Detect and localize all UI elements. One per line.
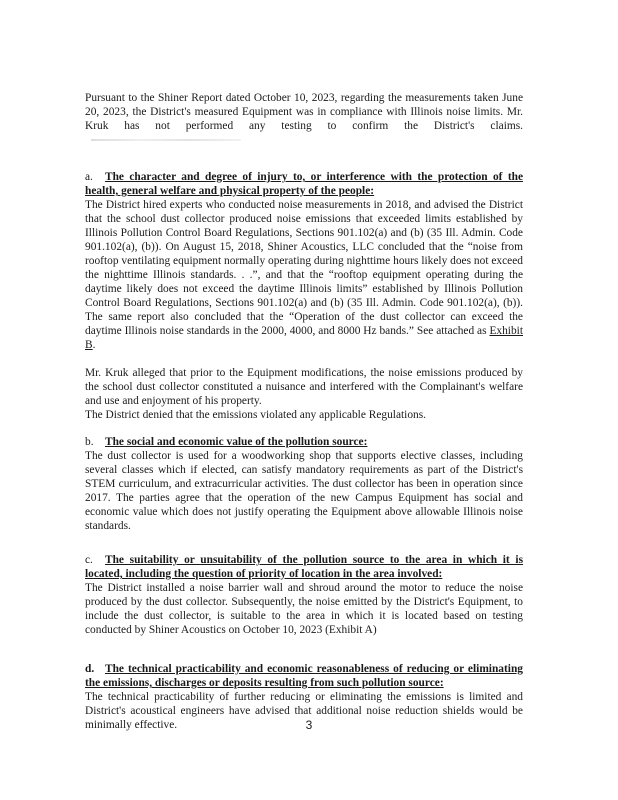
intro-paragraph: [85, 91, 523, 147]
section-a-heading: [85, 170, 523, 198]
intro-text: Pursuant to the Shiner Report dated October 10, 2023, regarding the measurements taken June 20, 2023, the District's measured Equipment was in compliance with Illinois noise limits. Mr. Kruk has not performed any testing to confirm the District's claims.: [85, 92, 523, 132]
section-c-heading: [85, 553, 523, 581]
section-c-body: The District installed a noise barrier wall and shroud around the motor to reduce the noise produced by the dust collector. Subsequently, the noise emitted by the District's Equipment, to include the dust collector, is suitable to the area in which it is located based on testing conducted by Shiner Acoustics on October 10, 2023 (Exhibit A): [85, 582, 523, 636]
heading-text: The technical practicability and economic reasonableness of reducing or eliminating the emissions, discharges or deposits resulting from such pollution source:: [85, 663, 523, 689]
heading-text: The suitability or unsuitability of the pollution source to the area in which it is located, including the question of priority of location in the area involved:: [85, 554, 523, 580]
section-a-para2: Mr. Kruk alleged that prior to the Equipment modifications, the noise emissions produced by the school dust collector constituted a nuisance and interfered with the Complainant's welfare and use and enjoyment of his property.: [85, 367, 523, 407]
heading-text: The social and economic value of the pollution source:: [105, 436, 368, 448]
section-d-body: The technical practicability of further reducing or eliminating the emissions is limited and District's acoustical engineers have advised that additional noise reduction shields would be minimally effective.: [85, 691, 523, 731]
section-d-heading: [85, 662, 523, 690]
section-label: a.: [85, 171, 93, 183]
exhibit-b-link[interactable]: Exhibit B: [85, 325, 523, 351]
page-number: 3: [305, 718, 313, 732]
body-text: The District hired experts who conducted noise measurements in 2018, and advised the District that the school dust collector produced noise emissions that exceeded limits established by Illinois Pollution Control Board Regulations, Sections 901.102(a) and (b) (35 Ill. Admin. Code 901.102(a), (b)). On August 15, 2018, Shiner Acoustics, LLC concluded that the “noise from rooftop ventilating equipment normally operating during nighttime hours likely does not exceed the nighttime Illinois standards. . .”, and that the “rooftop equipment operating during the daytime likely does not exceed the daytime Illinois limits” established by Illinois Pollution Control Board Regulations, Sections 901.102(a) and (b) (35 Ill. Admin. Code 901.102(a), (b)). The same report also concluded that the “Operation of the dust collector can exceed the daytime Illinois noise standards in the 2000, 4000, and 8000 Hz bands.” See attached as: [85, 199, 523, 337]
section-label: c.: [85, 554, 93, 566]
section-label: d.: [85, 663, 95, 675]
section-label: b.: [85, 436, 94, 448]
section-b-body: The dust collector is used for a woodworking shop that supports elective classes, including several classes which if elected, can satisfy mandatory requirements as part of the District's STEM curriculum, and extracurricular activities. The dust collector has been in operation since 2017. The parties agree that the operation of the new Campus Equipment has social and economic value which does not justify operating the Equipment above allowable Illinois noise standards.: [85, 450, 523, 532]
section-a-para3: The District denied that the emissions violated any applicable Regulations.: [85, 409, 427, 421]
document-body: [85, 91, 523, 732]
body-end: .: [92, 339, 96, 351]
heading-text: The character and degree of injury to, or interference with the protection of the health, general welfare and physical property of the people:: [85, 171, 523, 197]
scan-smudge: [91, 139, 241, 141]
section-a-body: [85, 198, 523, 352]
section-b-heading: [85, 435, 523, 449]
